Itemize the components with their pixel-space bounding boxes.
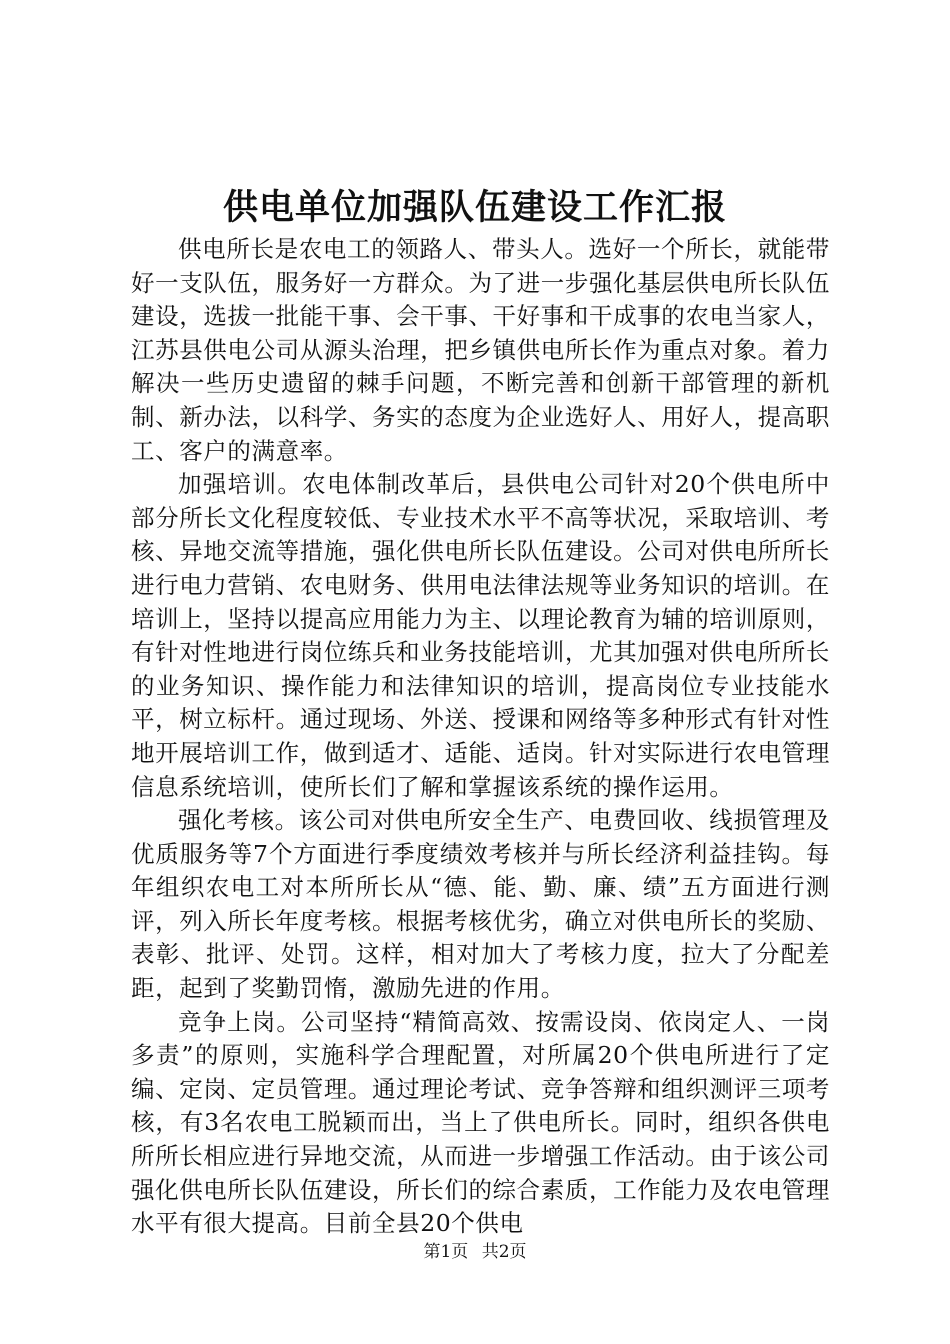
paragraph-training: 加强培训。农电体制改革后，县供电公司针对20个供电所中部分所长文化程度较低、专业技术水平不高等状况，采取培训、考核、异地交流等措施，强化供电所长队伍建设。公司对供电所所长进行电力营销、农电财务、供用电法律法规等业务知识的培训。在培训上，坚持以提高应用能力为主、以理论教育为辅的培训原则，有针对性地进行岗位练兵和业务技能培训，尤其加强对供电所所长的业务知识、操作能力和法律知识的培训，提高岗位专业技能水平，树立标杆。通过现场、外送、授课和网络等多种形式有针对性地开展培训工作，做到适才、适能、适岗。针对实际进行农电管理信息系统培训，使所长们了解和掌握该系统的操作运用。 — [131, 470, 830, 801]
page-footer — [0, 1240, 950, 1264]
document-title: 供电单位加强队伍建设工作汇报 — [222, 187, 727, 228]
page-number: 第1页 — [423, 1242, 469, 1262]
paragraph-assessment: 强化考核。该公司对供电所安全生产、电费回收、线损管理及优质服务等7个方面进行季度绩效考核并与所长经济利益挂钩。每年组织农电工对本所所长从“德、能、勤、廉、绩”五方面进行测评，列入所长年度考核。根据考核优劣，确立对供电所长的奖励、表彰、批评、处罚。这样，相对加大了考核力度，拉大了分配差距，起到了奖勤罚惰，激励先进的作用。 — [131, 806, 830, 1003]
paragraph-intro: 供电所长是农电工的领路人、带头人。选好一个所长，就能带好一支队伍，服务好一方群众。为了进一步强化基层供电所长队伍建设，选拔一批能干事、会干事、干好事和干成事的农电当家人，江苏县供电公司从源头治理，把乡镇供电所长作为重点对象。着力解决一些历史遗留的棘手问题，不断完善和创新干部管理的新机制、新办法，以科学、务实的态度为企业选好人、用好人，提高职工、客户的满意率。 — [131, 235, 830, 465]
document-body — [131, 233, 830, 1241]
paragraph-competition: 竞争上岗。公司坚持“精简高效、按需设岗、依岗定人、一岗多责”的原则，实施科学合理配置，对所属20个供电所进行了定编、定岗、定员管理。通过理论考试、竞争答辩和组织测评三项考核，有3名农电工脱颖而出，当上了供电所长。同时，组织各供电所所长相应进行异地交流，从而进一步增强工作活动。由于该公司强化供电所长队伍建设，所长们的综合素质，工作能力及农电管理水平有很大提高。目前全县20个供电 — [131, 1007, 830, 1238]
page-total: 共2页 — [481, 1242, 527, 1262]
